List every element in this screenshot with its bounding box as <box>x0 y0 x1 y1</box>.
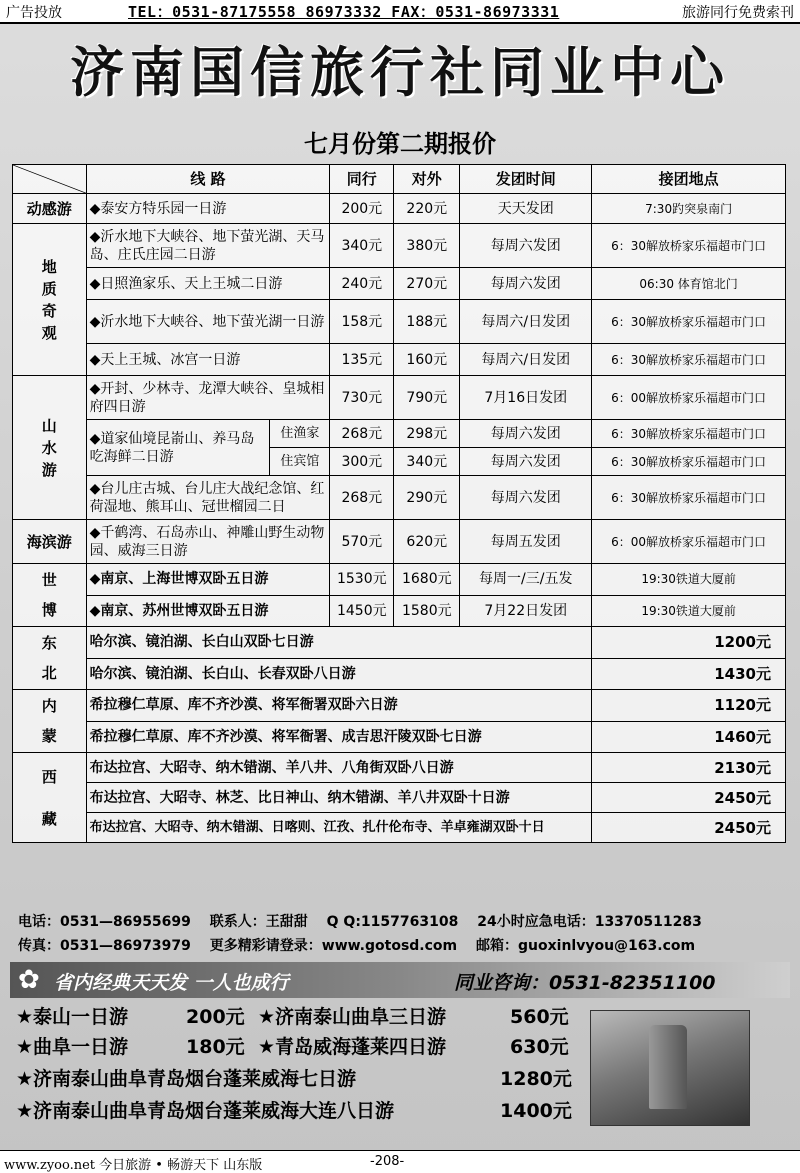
inscribed-rock <box>649 1025 687 1109</box>
col-header-pickup: 接团地点 <box>592 165 786 194</box>
category-label: 东北 <box>41 634 57 682</box>
contact-line-2 <box>18 935 716 959</box>
website[interactable]: 更多精彩请登录：www.gotosd.com <box>209 938 458 954</box>
category-cell: 动感游 <box>13 194 87 224</box>
table-row <box>13 268 786 300</box>
public-price: 620元 <box>394 520 460 564</box>
depart-time: 天天发团 <box>460 194 592 224</box>
depart-time: 每周六发团 <box>460 476 592 520</box>
category-label: 山水游 <box>41 416 57 479</box>
category-label: 内蒙 <box>41 697 57 745</box>
fax: 传真：0531—86973979 <box>18 938 191 954</box>
tour-name: ★曲阜一日游 <box>16 1036 129 1058</box>
tour-price: 560元 <box>510 1006 569 1028</box>
tour-name: ★青岛威海蓬莱四日游 <box>258 1036 447 1058</box>
route-cell: ◆道家仙境昆嵛山、养马岛吃海鲜二日游 <box>86 420 270 476</box>
email[interactable]: 邮箱：guoxinlvyou@163.com <box>476 938 696 954</box>
top-bar <box>0 0 800 24</box>
footer <box>0 1150 800 1173</box>
public-price: 1680元 <box>394 564 460 596</box>
route-cell: ◆南京、苏州世博双卧五日游 <box>86 595 330 627</box>
route-cell: ◆千鹤湾、石岛赤山、神雕山野生动物园、威海三日游 <box>86 520 330 564</box>
route-cell: ◆开封、少林寺、龙潭大峡谷、皇城相府四日游 <box>86 376 330 420</box>
pickup-location: 19:30铁道大厦前 <box>592 564 786 596</box>
depart-time: 每周六发团 <box>460 224 592 268</box>
depart-time: 每周六发团 <box>460 268 592 300</box>
peer-price: 1450元 <box>330 595 394 627</box>
contact-person: 联系人：王甜甜 <box>209 914 308 930</box>
footer-publication: www.zyoo.net 今日旅游 • 畅游天下 山东版 <box>4 1158 263 1173</box>
route-cell: 布达拉宫、大昭寺、纳木错湖、日喀则、江孜、扎什伦布寺、羊卓雍湖双卧十日 <box>86 813 592 843</box>
public-price: 290元 <box>394 476 460 520</box>
price-cell: 2450元 <box>592 783 786 813</box>
col-header-public: 对外 <box>394 165 460 194</box>
pickup-location: 6：00解放桥家乐福超市门口 <box>592 520 786 564</box>
pickup-location: 6：30解放桥家乐福超市门口 <box>592 420 786 448</box>
table-row <box>13 564 786 596</box>
banner-consult-phone: 同业咨询：0531-82351100 <box>454 972 716 994</box>
table-row <box>13 420 786 448</box>
price-cell: 1200元 <box>592 627 786 659</box>
tour-price: 200元 <box>186 1006 245 1028</box>
depart-time: 每周六/日发团 <box>460 344 592 376</box>
public-price: 380元 <box>394 224 460 268</box>
peer-price: 268元 <box>330 420 394 448</box>
pickup-location: 6：00解放桥家乐福超市门口 <box>592 376 786 420</box>
category-cell <box>13 690 87 753</box>
pickup-location: 6：30解放桥家乐福超市门口 <box>592 300 786 344</box>
pickup-location: 6：30解放桥家乐福超市门口 <box>592 448 786 476</box>
public-price: 188元 <box>394 300 460 344</box>
promo-banner <box>10 962 790 998</box>
col-header-route: 线 路 <box>86 165 330 194</box>
peer-price: 340元 <box>330 224 394 268</box>
phone: 电话：0531—86955699 <box>18 914 191 930</box>
header-diagonal-cell <box>13 165 87 194</box>
table-row <box>13 813 786 843</box>
depart-time: 每周一/三/五发 <box>460 564 592 596</box>
stay-type: 住宾馆 <box>270 448 330 476</box>
depart-time: 每周六发团 <box>460 448 592 476</box>
table-row <box>13 224 786 268</box>
table-row <box>13 690 786 722</box>
public-price: 160元 <box>394 344 460 376</box>
flower-icon: ✿ <box>18 965 40 995</box>
pickup-location: 6：30解放桥家乐福超市门口 <box>592 344 786 376</box>
route-cell: ◆泰安方特乐园一日游 <box>86 194 330 224</box>
route-cell: ◆沂水地下大峡谷、地下萤光湖一日游 <box>86 300 330 344</box>
table-row <box>13 194 786 224</box>
depart-time: 每周五发团 <box>460 520 592 564</box>
price-table <box>12 164 786 843</box>
page-subtitle: 七月份第二期报价 <box>304 130 496 158</box>
route-cell: 希拉穆仁草原、库不齐沙漠、将军衙署、成吉思汗陵双卧七日游 <box>86 721 592 753</box>
public-price: 270元 <box>394 268 460 300</box>
peer-price: 300元 <box>330 448 394 476</box>
pickup-location: 7:30趵突泉南门 <box>592 194 786 224</box>
table-row <box>13 300 786 344</box>
contact-line-1 <box>18 911 716 935</box>
price-cell: 2130元 <box>592 753 786 783</box>
diagonal-line <box>13 165 86 193</box>
pickup-location: 6：30解放桥家乐福超市门口 <box>592 476 786 520</box>
tour-price: 1280元 <box>500 1068 572 1090</box>
col-header-peer: 同行 <box>330 165 394 194</box>
depart-time: 7月16日发团 <box>460 376 592 420</box>
table-row <box>13 376 786 420</box>
tour-price: 630元 <box>510 1036 569 1058</box>
category-cell <box>13 627 87 690</box>
tour-price: 1400元 <box>500 1100 572 1122</box>
category-cell <box>13 564 87 627</box>
stay-type: 住渔家 <box>270 420 330 448</box>
qq: Q Q:1157763108 <box>326 914 459 930</box>
tour-name: ★济南泰山曲阜三日游 <box>258 1006 447 1028</box>
table-row <box>13 627 786 659</box>
route-cell: ◆天上王城、冰宫一日游 <box>86 344 330 376</box>
peer-price: 240元 <box>330 268 394 300</box>
header-contact: TEL：0531-87175558 86973332 FAX：0531-86973331 <box>128 3 560 21</box>
tour-name: ★泰山一日游 <box>16 1006 129 1028</box>
peer-price: 158元 <box>330 300 394 344</box>
category-cell: 海滨游 <box>13 520 87 564</box>
category-label: 地质奇观 <box>41 257 57 342</box>
peer-price: 268元 <box>330 476 394 520</box>
price-cell: 1430元 <box>592 658 786 690</box>
category-label: 世博 <box>41 571 57 619</box>
route-cell: 希拉穆仁草原、库不齐沙漠、将军衙署双卧六日游 <box>86 690 592 722</box>
table-row <box>13 520 786 564</box>
price-cell: 1460元 <box>592 721 786 753</box>
tour-name: ★济南泰山曲阜青岛烟台蓬莱威海七日游 <box>16 1068 357 1090</box>
table-row <box>13 658 786 690</box>
price-cell: 2450元 <box>592 813 786 843</box>
depart-time: 每周六发团 <box>460 420 592 448</box>
peer-price: 200元 <box>330 194 394 224</box>
tour-name: ★济南泰山曲阜青岛烟台蓬莱威海大连八日游 <box>16 1100 395 1122</box>
category-cell <box>13 753 87 843</box>
category-cell <box>13 376 87 520</box>
table-row <box>13 721 786 753</box>
route-cell: 哈尔滨、镜泊湖、长白山、长春双卧八日游 <box>86 658 592 690</box>
peer-price: 1530元 <box>330 564 394 596</box>
header-free-label: 旅游同行免费索刊 <box>682 5 794 21</box>
mountain-photo <box>590 1010 750 1126</box>
public-price: 1580元 <box>394 595 460 627</box>
header-ad-label: 广告投放 <box>6 5 62 21</box>
route-cell: 布达拉宫、大昭寺、林芝、比日神山、纳木错湖、羊八井双卧十日游 <box>86 783 592 813</box>
peer-price: 570元 <box>330 520 394 564</box>
pickup-location: 6：30解放桥家乐福超市门口 <box>592 224 786 268</box>
route-cell: ◆沂水地下大峡谷、地下萤光湖、天马岛、庄氏庄园二日游 <box>86 224 330 268</box>
pickup-location: 06:30 体育馆北门 <box>592 268 786 300</box>
pickup-location: 19:30铁道大厦前 <box>592 595 786 627</box>
table-row <box>13 783 786 813</box>
emergency-phone: 24小时应急电话：13370511283 <box>477 914 702 930</box>
route-cell: ◆日照渔家乐、天上王城二日游 <box>86 268 330 300</box>
table-row <box>13 344 786 376</box>
table-row <box>13 476 786 520</box>
depart-time: 7月22日发团 <box>460 595 592 627</box>
route-cell: ◆台儿庄古城、台儿庄大战纪念馆、红荷湿地、熊耳山、冠世榴园二日 <box>86 476 330 520</box>
table-header-row <box>13 165 786 194</box>
price-cell: 1120元 <box>592 690 786 722</box>
peer-price: 135元 <box>330 344 394 376</box>
depart-time: 每周六/日发团 <box>460 300 592 344</box>
public-price: 220元 <box>394 194 460 224</box>
route-cell: 哈尔滨、镜泊湖、长白山双卧七日游 <box>86 627 592 659</box>
public-price: 790元 <box>394 376 460 420</box>
public-price: 298元 <box>394 420 460 448</box>
col-header-depart: 发团时间 <box>460 165 592 194</box>
table-row <box>13 595 786 627</box>
tour-price: 180元 <box>186 1036 245 1058</box>
contact-block <box>18 911 716 959</box>
category-cell <box>13 224 87 376</box>
route-cell: 布达拉宫、大昭寺、纳木错湖、羊八井、八角街双卧八日游 <box>86 753 592 783</box>
category-label: 西藏 <box>41 767 57 828</box>
page-title: 济南国信旅行社同业中心 <box>70 41 730 104</box>
peer-price: 730元 <box>330 376 394 420</box>
route-cell: ◆南京、上海世博双卧五日游 <box>86 564 330 596</box>
public-price: 340元 <box>394 448 460 476</box>
page-number: -208- <box>370 1154 405 1169</box>
table-row <box>13 753 786 783</box>
banner-slogan: 省内经典天天发 一人也成行 <box>54 972 289 994</box>
